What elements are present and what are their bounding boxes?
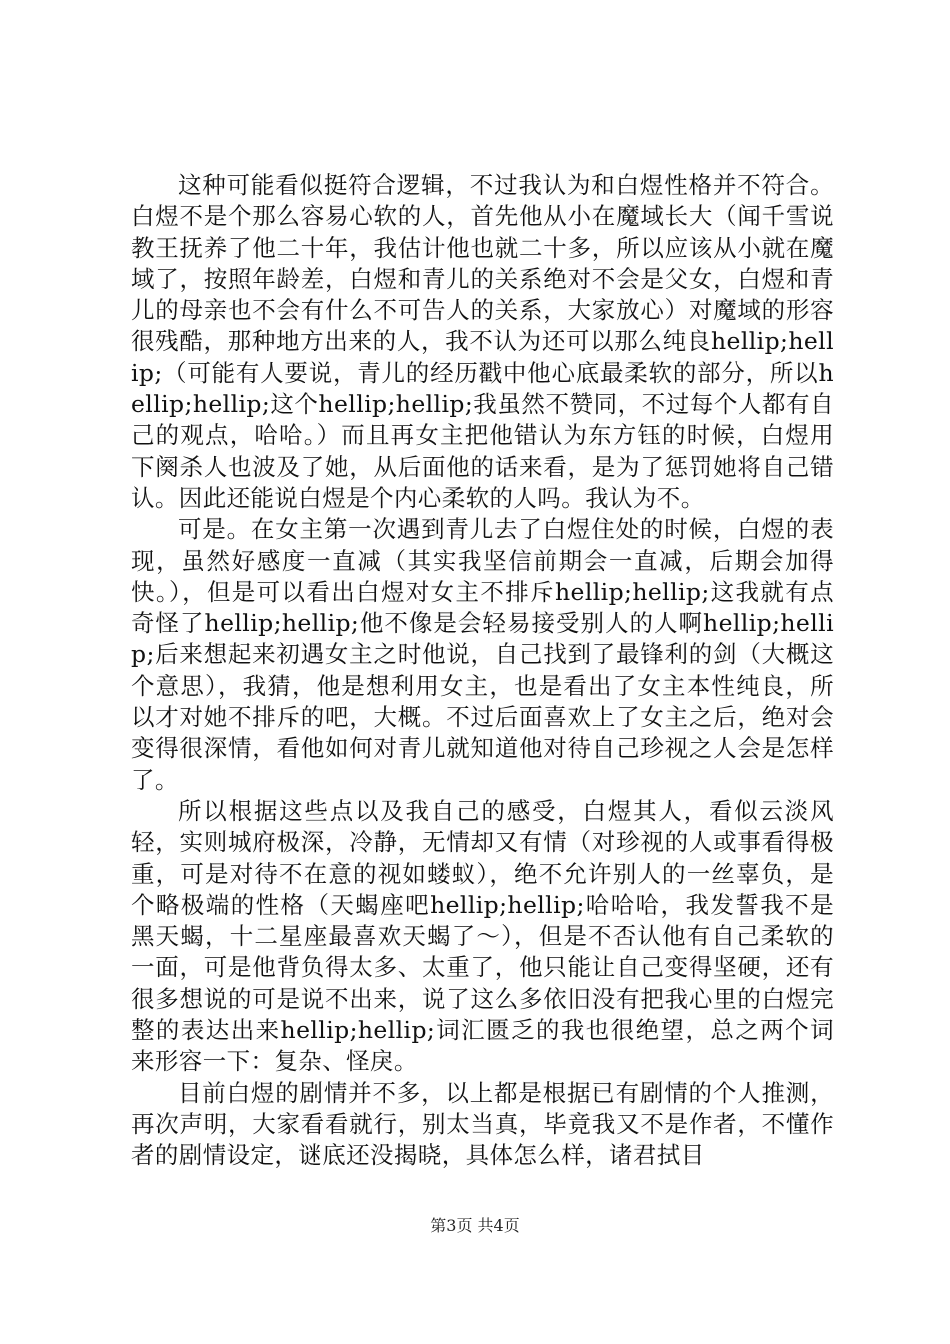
paragraph-2: 可是。在女主第一次遇到青儿去了白煜住处的时候，白煜的表现，虽然好感度一直减（其实我坚信前期会一直减，后期会加得快。），但是可以看出白煜对女主不排斥hellip;hellip;这我就有点奇怪了hellip;hellip;他不像是会轻易接受别人的人啊hellip;hellip;后来想起来初遇女主之时他说，自己找到了最锋利的剑（大概这个意思），我猜，他是想利用女主，也是看出了女主本性纯良，所以才对她不排斥的吧，大概。不过后面喜欢上了女主之后，绝对会变得很深情，看他如何对青儿就知道他对待自己珍视之人会是怎样了。 bbox=[131, 515, 834, 794]
body-text bbox=[131, 170, 834, 1172]
paragraph-4: 目前白煜的剧情并不多，以上都是根据已有剧情的个人推测，再次声明，大家看看就行，别太当真，毕竟我又不是作者，不懂作者的剧情设定，谜底还没揭晓，具体怎么样，诸君拭目 bbox=[131, 1078, 834, 1170]
paragraph-1: 这种可能看似挺符合逻辑，不过我认为和白煜性格并不符合。白煜不是个那么容易心软的人，首先他从小在魔域长大（闻千雪说教王抚养了他二十年，我估计他也就二十多，所以应该从小就在魔域了，按照年龄差，白煜和青儿的关系绝对不会是父女，白煜和青儿的母亲也不会有什么不可告人的关系，大家放心）对魔域的形容很残酷，那种地方出来的人，我不认为还可以那么纯良hellip;hellip;（可能有人要说，青儿的经历戳中他心底最柔软的部分，所以hellip;hellip;这个hellip;hellip;我虽然不赞同，不过每个人都有自己的观点，哈哈。）而且再女主把他错认为东方钰的时候，白煜用下阕杀人也波及了她，从后面他的话来看，是为了惩罚她将自己错认。因此还能说白煜是个内心柔软的人吗。我认为不。 bbox=[131, 171, 834, 512]
page-number-footer: 第3页 共4页 bbox=[430, 1216, 520, 1235]
paragraph-3: 所以根据这些点以及我自己的感受，白煜其人，看似云淡风轻，实则城府极深，冷静，无情却又有情（对珍视的人或事看得极重，可是对待不在意的视如蝼蚁），绝不允许别人的一丝辜负，是个略极端的性格（天蝎座吧hellip;hellip;哈哈哈，我发誓我不是黑天蝎，十二星座最喜欢天蝎了～），但是不否认他有自己柔软的一面，可是他背负得太多、太重了，他只能让自己变得坚硬，还有很多想说的可是说不出来，说了这么多依旧没有把我心里的白煜完整的表达出来hellip;hellip;词汇匮乏的我也很绝望，总之两个词来形容一下：复杂、怪戾。 bbox=[131, 796, 834, 1076]
